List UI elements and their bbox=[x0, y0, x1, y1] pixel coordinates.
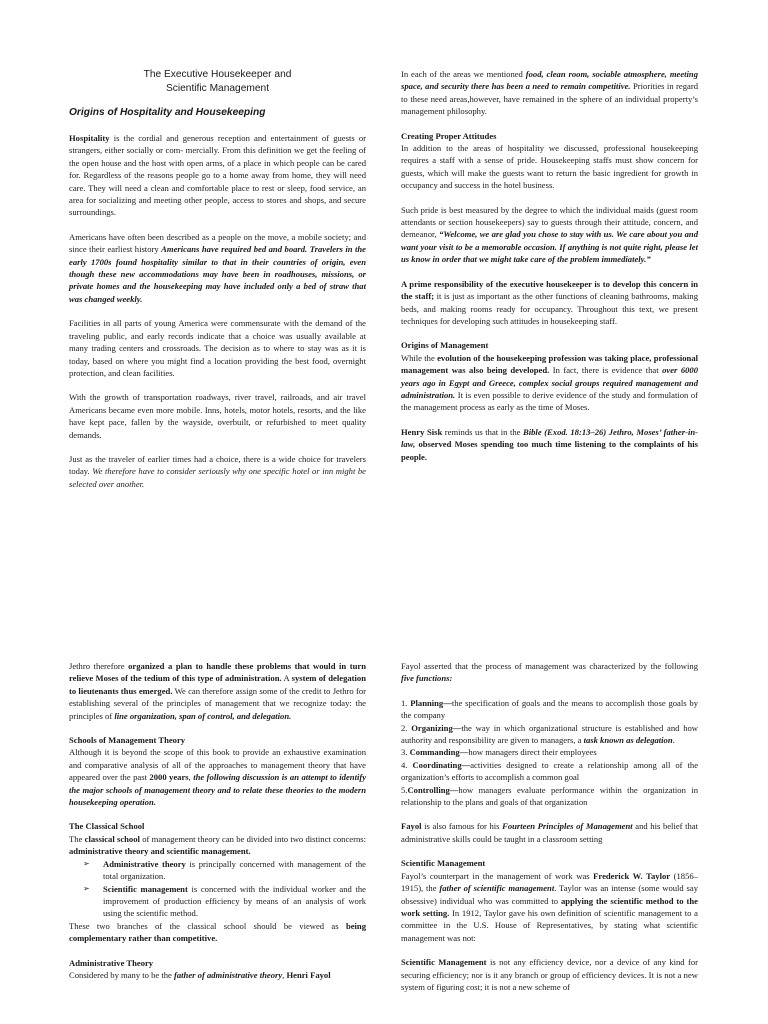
paragraph-fayol-functions-intro: Fayol asserted that the process of management was characterized by the following five functions: bbox=[401, 661, 698, 684]
document-title bbox=[69, 68, 366, 96]
function-item-coordinating: 4. Coordinating—activities designed to create a relationship among all of the organization’s efforts to accomplish a common goal bbox=[401, 759, 699, 783]
paragraph-taylor: Fayol’s counterpart in the management of work was Frederick W. Taylor (1856–1915), the father of scientific management. Taylor was an intense (some would say obsessive) individual who was committed to applying the scientific method to the work setting. In 1912, Taylor gave his own definition of scientific management to a committee in the U.S. House of Representatives, by stating what scientific management was not: bbox=[401, 870, 698, 943]
classical-school-list bbox=[69, 858, 366, 920]
paragraph-transportation: With the growth of transportation roadways, river travel, railroads, and air travel Americans became even more mobile. Inns, hotels, motor hotels, resorts, and the like have kept pace, fallen by the wayside, overbuilt, or refurbished to meet quality demands. bbox=[69, 392, 366, 440]
page-2 bbox=[0, 650, 768, 1024]
paragraph-pride-measured: Such pride is best measured by the degree to which the individual maids (guest room attendants or section housekeepers) say to guests through their attitude, concern, and demeanor, “Welcome, we are glad you chose to stay with us. We care about you and want your visit to be a memorable occasion. If anything is not quite right, please let us know in order that we might take care of the problem immediately.” bbox=[401, 204, 698, 265]
paragraph-henry-sisk: Henry Sisk reminds us that in the Bible (Exod. 18:13–26) Jethro, Moses’ father-in-law, observed Moses spending too much time listening to the complaints of his people. bbox=[401, 426, 698, 462]
function-item-controlling: 5.Controlling—how managers evaluate performance within the organization in relationship to the plans and goals of that organization bbox=[401, 784, 698, 808]
heading-classical-school: The Classical School bbox=[69, 821, 145, 832]
heading-administrative-theory: Administrative Theory bbox=[69, 957, 154, 968]
heading-schools-management-theory: Schools of Management Theory bbox=[69, 735, 186, 746]
heading-scientific-management: Scientific Management bbox=[401, 858, 486, 869]
paragraph-competitive-areas: In each of the areas we mentioned food, clean room, sociable atmosphere, meeting space, and security there has been a need to remain competitive. Priorities in regard to these need areas,however, have remained in the sphere of an individual property’s management philosophy. bbox=[401, 69, 698, 117]
function-item-commanding: 3. Commanding—how managers direct their employees bbox=[401, 747, 597, 758]
function-item-planning: 1. Planning—the specification of goals and the means to accomplish those goals by the company bbox=[401, 697, 698, 721]
section-scientific-management bbox=[401, 857, 698, 944]
paragraph-classical-concerns: The classical school of management theory can be divided into two distinct concerns: administrative theory and scientific management. bbox=[69, 833, 366, 857]
list-item-scientific-management: ➢ Scientific management is concerned with the individual worker and the improvement of production efficiency by means of an analysis of work using the scientific method. bbox=[83, 883, 366, 920]
function-item-organizing: 2. Organizing—the way in which organizational structure is established and how authority and responsibility are given to managers, a task known as delegation. bbox=[401, 722, 698, 746]
paragraph-scientific-management-is-not: Scientific Management is not any efficiency device, nor a device of any kind for securing efficiency; nor is it any branch or group of efficiency devices. It is not a new system of figuring cost; it is not a new scheme of bbox=[401, 957, 699, 992]
paragraph-fourteen-principles: Fayol is also famous for his Fourteen Principles of Management and his belief that administrative skills could be taught in a classroom setting bbox=[401, 821, 698, 844]
section-heading-origins-hospitality: Origins of Hospitality and Housekeeping bbox=[69, 107, 266, 118]
page-2-right-column bbox=[401, 660, 698, 1005]
paragraph-staff-pride: In addition to the areas of hospitality we discussed, professional housekeeping requires a staff with a sense of pride. Housekeeping staffs must show concern for guests, which will make the guests want to return the basic ingredient for growth in occupancy and success in the hotel business. bbox=[401, 143, 698, 191]
paragraph-fayol-intro: Considered by many to be the father of administrative theory, Henri Fayol bbox=[69, 969, 331, 980]
section-classical-school bbox=[69, 820, 366, 944]
list-item-administrative-theory: ➢ Administrative theory is principally concerned with management of the total organization. bbox=[83, 858, 366, 883]
page-1-right-column bbox=[401, 68, 698, 475]
document-title-text: The Executive Housekeeper and Scientific Management bbox=[143, 69, 292, 94]
paragraph-scope: Although it is beyond the scope of this book to provide an exhaustive examination and comparative analysis of all of the approaches to management theory that have appeared over the past 2000 years, the following discussion is an attempt to identify the major schools of management theory and to relate these theories to the modern housekeeping operation. bbox=[69, 747, 367, 808]
section-proper-attitudes bbox=[401, 130, 698, 192]
section-schools bbox=[69, 734, 366, 808]
section-origins-management bbox=[401, 339, 698, 413]
section-administrative-theory bbox=[69, 957, 366, 982]
page-2-left-column bbox=[69, 660, 366, 993]
heading-creating-proper-attitudes: Creating Proper Attitudes bbox=[401, 130, 497, 141]
five-functions-list bbox=[401, 697, 698, 809]
paragraph-complementary: These two branches of the classical school should be viewed as being complementary rather than competitive. bbox=[69, 920, 366, 944]
paragraph-americans-mobile: Americans have often been described as a people on the move, a mobile society; and since their earliest history Americans have required bed and board. Travelers in the early 1700s found hospitality similar to that in their countries of origin, even though these new accommodations may have been in roadhouses, missions, or private homes and the housekeeping may have included only a bed of straw that was changed weekly. bbox=[69, 231, 366, 304]
paragraph-hospitality-definition: Hospitality is the cordial and generous reception and entertainment of guests or strangers, either socially or com- mercially. From this definition we get the feeling of the open house and the host with open arms, of a place in which people can be cared for. Regardless of the reasons people go to a home away from home, they will need care. They will need a clean and comfortable place to rest or sleep, food service, an area for socializing and meeting other people, access to stores and shops, and secure surroundings. bbox=[69, 133, 366, 218]
page-1-left-column bbox=[69, 68, 366, 502]
paragraph-jethro-plan: Jethro therefore organized a plan to handle these problems that would in turn relieve Moses of the tedium of this type of administration. A system of delegation to lieutenants thus emerged. We can therefore assign some of the credit to Jethro for establishing several of the principles of management that we recognize today: the principles of line organization, span of control, and delegation. bbox=[69, 661, 366, 721]
paragraph-prime-responsibility: A prime responsibility of the executive housekeeper is to develop this concern in the staff; it is just as important as the other functions of cleaning bathrooms, making beds, and making rooms ready for occupancy. Throughout this text, we present techniques for developing such attitudes in housekeeping staff. bbox=[401, 278, 698, 326]
paragraph-facilities: Facilities in all parts of young America were commensurate with the demand of the traveling public, and early records indicate that a choice was usually available at many trading centers and crossroads. The decision as to where to stay was as it is today, based on where you might find a location providing the best food, overnight protection, and clean facilities. bbox=[69, 318, 366, 378]
heading-origins-of-management: Origins of Management bbox=[401, 340, 489, 351]
paragraph-evolution: While the evolution of the housekeeping profession was taking place, professional management was also being developed. In fact, there is evidence that over 6000 years ago in Egypt and Greece, complex social groups required management and administration. It is even possible to derive evidence of the study and formulation of the management process as early as the time of Moses. bbox=[401, 352, 699, 413]
paragraph-traveler-choice: Just as the traveler of earlier times had a choice, there is a wide choice for travelers today. We therefore have to consider seriously why one specific hotel or inn might be selected over another. bbox=[69, 453, 367, 489]
